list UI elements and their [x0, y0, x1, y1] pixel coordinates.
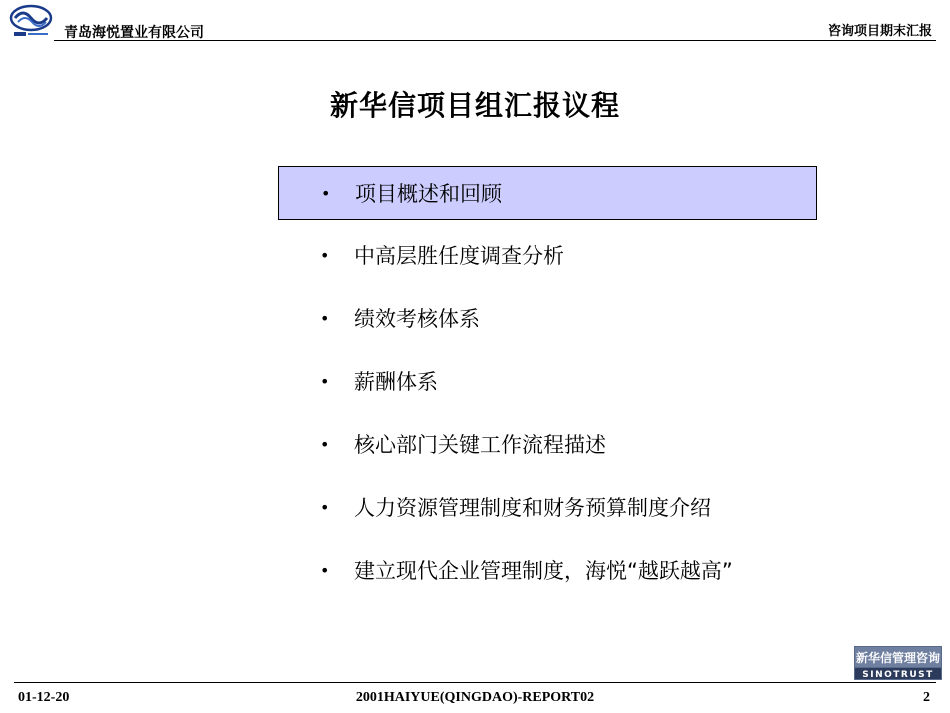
agenda-item	[278, 418, 818, 472]
agenda-item	[278, 355, 818, 409]
agenda-item-label: 薪酬体系	[354, 370, 438, 394]
sinotrust-logo	[854, 646, 942, 680]
footer-report-id: 2001HAIYUE(QINGDAO)-REPORT02	[355, 690, 595, 705]
bullet: •	[320, 561, 330, 580]
header-divider	[54, 40, 936, 41]
agenda-item	[278, 544, 818, 598]
sinotrust-cn-text: 新华信管理咨询	[855, 651, 941, 665]
footer-date: 01-12-20	[18, 690, 70, 705]
page-number: 2	[923, 690, 930, 705]
agenda-item	[278, 292, 818, 346]
haiyue-logo	[6, 3, 56, 39]
agenda-item	[278, 481, 818, 535]
agenda-item-label: 核心部门关键工作流程描述	[354, 433, 606, 457]
agenda-item-label: 人力资源管理制度和财务预算制度介绍	[354, 496, 711, 520]
company-name: 青岛海悦置业有限公司	[64, 25, 204, 41]
bullet: •	[320, 498, 330, 517]
bullet: •	[320, 246, 330, 265]
bullet: •	[320, 309, 330, 328]
bullet: •	[320, 372, 330, 391]
agenda-list	[278, 166, 818, 607]
bullet: •	[321, 184, 331, 203]
agenda-item	[278, 166, 817, 220]
agenda-item-label: 项目概述和回顾	[355, 182, 502, 206]
footer-divider	[14, 682, 936, 683]
sinotrust-en-text: SINOTRUST	[862, 670, 934, 680]
page-title: 新华信项目组汇报议程	[329, 89, 620, 122]
agenda-item-label: 中高层胜任度调查分析	[354, 244, 564, 268]
agenda-item	[278, 229, 818, 283]
report-tag: 咨询项目期末汇报	[827, 24, 932, 39]
bullet: •	[320, 435, 330, 454]
agenda-item-label: 绩效考核体系	[354, 307, 480, 331]
agenda-item-label: 建立现代企业管理制度，海悦“越跃越高”	[354, 559, 733, 583]
